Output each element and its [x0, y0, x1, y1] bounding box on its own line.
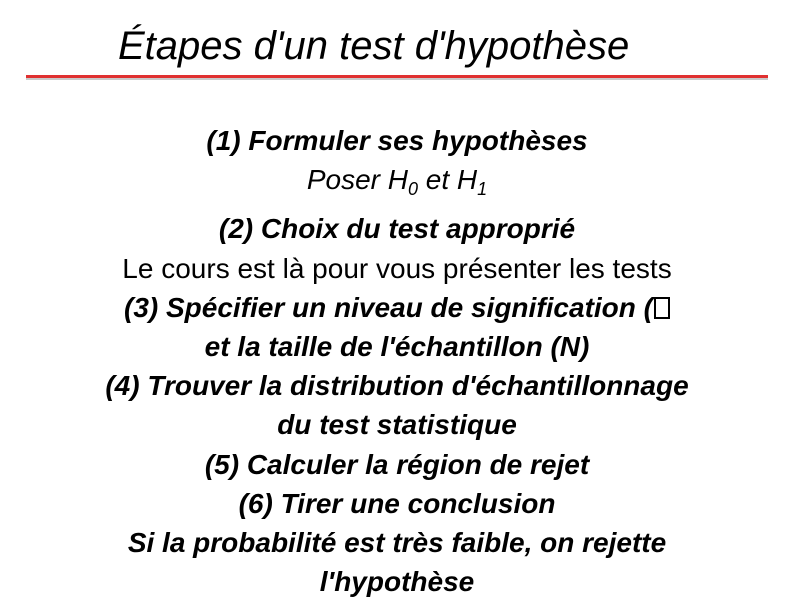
title-underline-shadow [26, 78, 768, 80]
h1-subscript: 1 [477, 179, 488, 200]
missing-glyph-icon [654, 297, 670, 319]
step-4-title: (4) Trouver la distribution d'échantillonnage [105, 370, 689, 402]
conclusion-line-1: Si la probabilité est très faible, on rejette [127, 527, 667, 559]
step-1-detail-prefix: Poser H [306, 164, 408, 196]
step-2-detail: Le cours est là pour vous présenter les tests [122, 252, 672, 284]
step-3-title [0, 288, 794, 327]
step-4-continuation: du test statistique [277, 409, 517, 441]
step-2-title: (2) Choix du test approprié [218, 213, 576, 245]
step-3-continuation: et la taille de l'échantillon (N) [204, 331, 590, 363]
conclusion-line-2: l'hypothèse [319, 566, 475, 598]
slide-title: Étapes d'un test d'hypothèse [118, 24, 630, 68]
step-1-detail-mid: et H [418, 164, 478, 196]
step-3-title-text: (3) Spécifier un niveau de signification ( [124, 291, 653, 323]
steps-list [0, 121, 794, 601]
step-6-title: (6) Tirer une conclusion [238, 487, 556, 519]
step-1-title: (1) Formuler ses hypothèses [206, 125, 588, 156]
h0-subscript: 0 [407, 179, 418, 200]
step-5-title: (5) Calculer la région de rejet [204, 448, 590, 480]
step-1-detail [0, 160, 794, 209]
